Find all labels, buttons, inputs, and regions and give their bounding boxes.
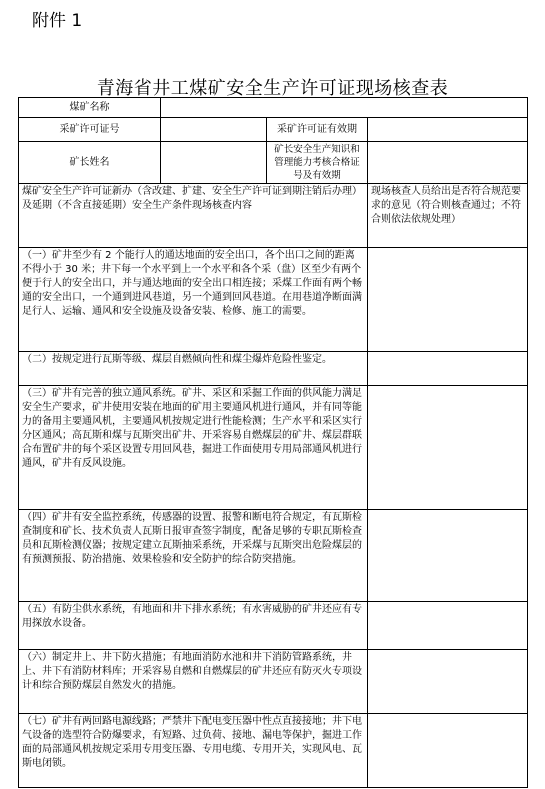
check-item-row (19, 386, 528, 510)
license-no-value[interactable] (161, 118, 267, 142)
opinion-cell-4[interactable] (368, 510, 528, 602)
opinion-header: 现场核查人员给出是否符合规范要求的意见（符合则核查通过；不符合则依法依规处理） (368, 184, 528, 248)
check-item-row (19, 510, 528, 602)
check-item-3: （三）矿井有完善的独立通风系统。矿井、采区和采掘工作面的供风能力满足安全生产要求，矿井使用安装在地面的矿用主要通风机进行通风，并有同等能力的备用主要通风机，主要通风机按规定进行性能检测；生产水平和采区实行分区通风；高瓦斯和煤与瓦斯突出矿井、开采容易自燃煤层的矿井、煤层群联合布置矿井的每个采区设置专用回风巷，掘进工作面使用专用局部通风机进行通风，矿井有反风设施。 (19, 386, 368, 510)
check-item-row (19, 650, 528, 714)
license-valid-label: 采矿许可证有效期 (267, 118, 368, 142)
check-item-1: （一）矿井至少有 2 个能行人的通达地面的安全出口，各个出口之间的距离不得小于 30 米；井下每一个水平到上一个水平和各个采（盘）区至少有两个便于行人的安全出口，并与通达地面的安全出口相连接；采煤工作面有两个畅通的安全出口，一个通到进风巷道，另一个通到回风巷道。在用巷道净断面满足行人、运输、通风和安全设施及设备安装、检修、施工的需要。 (19, 248, 368, 352)
check-item-row (19, 714, 528, 788)
director-row (19, 142, 528, 184)
director-name-label: 矿长姓名 (19, 142, 161, 184)
attachment-label: 附件 1 (32, 11, 83, 31)
inspection-table (18, 97, 528, 788)
opinion-cell-5[interactable] (368, 602, 528, 650)
check-item-4: （四）矿井有安全监控系统，传感器的设置、报警和断电符合规定，有瓦斯检查制度和矿长、技术负责人瓦斯日报审查签字制度，配备足够的专职瓦斯检查员和瓦斯检测仪器；按规定建立瓦斯抽采系统，开采煤与瓦斯突出危险煤层的有预测预报、防治措施、效果检验和安全防护的综合防突措施。 (19, 510, 368, 602)
opinion-cell-2[interactable] (368, 352, 528, 386)
check-item-5: （五）有防尘供水系统，有地面和井下排水系统；有水害威胁的矿井还应有专用探放水设备。 (19, 602, 368, 650)
page-title: 青海省井工煤矿安全生产许可证现场核查表 (96, 78, 449, 99)
opinion-cell-1[interactable] (368, 248, 528, 352)
license-row (19, 118, 528, 142)
opinion-cell-3[interactable] (368, 386, 528, 510)
check-item-row (19, 602, 528, 650)
opinion-cell-6[interactable] (368, 650, 528, 714)
check-item-7: （七）矿井有两回路电源线路；严禁井下配电变压器中性点直接接地；井下电气设备的选型符合防爆要求，有短路、过负荷、接地、漏电等保护，掘进工作面的局部通风机按规定采用专用变压器、专用电缆、专用开关，实现风电、瓦斯电闭锁。 (19, 714, 368, 788)
license-no-label: 采矿许可证号 (19, 118, 161, 142)
check-item-2: （二）按规定进行瓦斯等级、煤层自燃倾向性和煤尘爆炸危险性鉴定。 (19, 352, 368, 386)
director-name-value[interactable] (161, 142, 267, 184)
director-cert-label: 矿长安全生产知识和管理能力考核合格证号及有效期 (267, 142, 368, 184)
license-valid-value[interactable] (368, 118, 528, 142)
content-header-row (19, 184, 528, 248)
mine-name-value[interactable] (161, 98, 528, 118)
content-header: 煤矿安全生产许可证新办（含改建、扩建、安全生产许可证到期注销后办理）及延期（不含直接延期）安全生产条件现场核查内容 (19, 184, 368, 248)
mine-name-row (19, 98, 528, 118)
check-item-row (19, 248, 528, 352)
opinion-cell-7[interactable] (368, 714, 528, 788)
mine-name-label: 煤矿名称 (19, 98, 161, 118)
check-item-6: （六）制定井上、井下防火措施；有地面消防水池和井下消防管路系统，井上、井下有消防材料库；开采容易自燃和自燃煤层的矿井还应有防灭火专项设计和综合预防煤层自然发火的措施。 (19, 650, 368, 714)
director-cert-value[interactable] (368, 142, 528, 184)
check-item-row (19, 352, 528, 386)
